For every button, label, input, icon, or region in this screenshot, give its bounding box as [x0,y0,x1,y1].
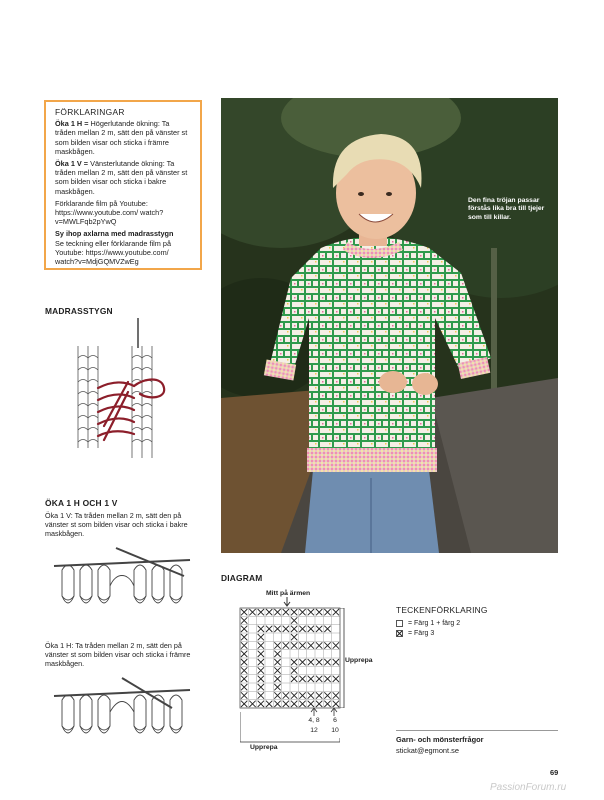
chart-cross-cell [274,676,280,682]
oka-v-definition [55,159,192,196]
chart-cross-cell [258,659,264,665]
oka-v-text: Vänsterlutande ökning: Ta tråden mellan 2 m, sätt den på vänster st som bilden visar och sticka i bakre maskbågen. [55,159,188,196]
chart-cross-cell [258,609,264,615]
film-link-text[interactable]: Förklarande film på Youtube: https://www.youtube.com/ watch?v=MWLFqb2pYwQ [55,198,164,227]
chart-cross-cell [299,642,305,648]
chart-cross-cell [258,651,264,657]
sew-text[interactable]: Se teckning eller förklarande film på Youtube: https://www.youtube.com/ watch?v=MdjGQMVZwEg [55,238,171,267]
diagram-bottom-label: Upprepa [250,744,278,751]
knitting-chart [238,606,342,710]
chart-cross-cell [258,692,264,698]
chart-cross-cell [291,609,297,615]
chart-cross-cell [283,692,289,698]
empty-square-icon [396,620,403,627]
chart-cross-cell [258,626,264,632]
chart-cross-cell [291,626,297,632]
chart-cross-cell [241,609,247,615]
chart-cross-cell [241,701,247,707]
chart-cross-cell [308,676,314,682]
oka-v-instruction: Öka 1 V: Ta tråden mellan 2 m, sätt den på vänster st som bilden visar och sticka i bakre maskbågen. [45,511,188,538]
explanation-box [44,100,202,270]
diagram-top-label: Mitt på ärmen [266,590,311,597]
chart-cross-cell [241,667,247,673]
oka-h-text: Högerlutande ökning: Ta tråden mellan 2 m, sätt den på vänster st som bilden visar och sticka i främre maskbågen. [55,119,188,156]
legend-item-cross [396,630,460,637]
chart-cross-cell [241,676,247,682]
chart-cross-cell [291,667,297,673]
legend-item-empty [396,620,460,627]
sweater-photo [221,98,558,553]
chart-cross-cell [308,692,314,698]
legend-label: = Färg 1 + färg 2 [408,620,461,627]
increase-v-illustration [52,546,192,612]
chart-cross-cell [266,701,272,707]
chart-cross-cell [241,659,247,665]
cross-square-icon [396,630,403,637]
chart-cross-cell [324,609,330,615]
chart-cross-cell [324,692,330,698]
chart-cross-cell [241,692,247,698]
chart-cross-cell [299,676,305,682]
chart-cross-cell [291,692,297,698]
chart-cross-cell [308,609,314,615]
chart-cross-cell [299,626,305,632]
chart-cross-cell [308,659,314,665]
chart-cross-cell [249,701,255,707]
chart-cross-cell [241,626,247,632]
chart-cross-cell [291,676,297,682]
chart-cross-cell [258,642,264,648]
chart-cross-cell [274,642,280,648]
chart-cross-cell [299,692,305,698]
chart-cross-cell [283,609,289,615]
contact-email[interactable]: stickat@egmont.se [396,746,459,755]
chart-cross-cell [299,701,305,707]
chart-cross-cell [283,701,289,707]
chart-cross-cell [274,626,280,632]
chart-cross-cell [258,676,264,682]
chart-cross-cell [316,701,322,707]
chart-cross-cell [291,642,297,648]
oka-h-instruction: Öka 1 H: Ta tråden mellan 2 m, sätt den på vänster st som bilden visar och sticka i främre maskbågen. [45,641,191,668]
chart-cross-cell [258,667,264,673]
sew-title: Sy ihop axlarna med madrasstygn [55,229,174,239]
marker-a-top: 4, 8 [308,717,320,724]
diagram-title: DIAGRAM [221,573,263,583]
chart-cross-cell [316,659,322,665]
chart-cross-cell [274,659,280,665]
chart-cross-cell [316,609,322,615]
chart-cross-cell [241,617,247,623]
chart-cross-cell [299,659,305,665]
chart-cross-cell [308,701,314,707]
chart-cross-cell [241,651,247,657]
chart-cross-cell [258,684,264,690]
marker-a-bottom: 12 [310,727,318,734]
madrasstygn-title: MADRASSTYGN [45,306,113,316]
chart-cross-cell [291,701,297,707]
chart-cross-cell [291,634,297,640]
chart-cross-cell [316,626,322,632]
legend-list [396,620,460,640]
chart-cross-cell [324,676,330,682]
legend-label: = Färg 3 [408,630,435,637]
diagram-right-label: Upprepa [345,657,373,664]
chart-cross-cell [308,626,314,632]
watermark: PassionForum.ru [490,782,567,793]
chart-cross-cell [274,651,280,657]
increase-h-illustration [52,676,192,742]
contact-title: Garn- och mönsterfrågor [396,735,484,744]
marker-b-top: 6 [333,717,337,724]
sew-definition [55,229,192,266]
chart-cross-cell [258,634,264,640]
chart-cross-cell [316,692,322,698]
chart-cross-cell [266,609,272,615]
chart-cross-cell [266,626,272,632]
chart-cross-cell [316,676,322,682]
oka-section-title: ÖKA 1 H OCH 1 V [45,498,118,508]
chart-cross-cell [316,642,322,648]
oka-v-term: Öka 1 V = [55,159,89,169]
legend-title: TECKENFÖRKLARING [396,605,488,615]
chart-cross-cell [324,701,330,707]
chart-cross-cell [308,642,314,648]
chart-cross-cell [241,684,247,690]
chart-cross-cell [274,692,280,698]
photo-caption: Den fina tröjan passar förstås lika bra till tjejer som till killar. [468,197,545,221]
chart-cross-cell [291,659,297,665]
chart-cross-cell [274,684,280,690]
chart-cross-cell [274,701,280,707]
explanation-title: FÖRKLARINGAR [55,107,125,117]
chart-cross-cell [274,609,280,615]
chart-cross-cell [241,634,247,640]
chart-cross-cell [324,659,330,665]
page-number: 69 [550,768,559,777]
marker-b-bottom: 10 [331,727,339,734]
oka-h-term: Öka 1 H = [55,119,89,129]
mattress-stitch-illustration [70,318,170,464]
chart-cross-cell [249,609,255,615]
chart-cross-cell [324,626,330,632]
chart-cross-cell [299,609,305,615]
chart-cross-cell [241,642,247,648]
chart-cross-cell [274,667,280,673]
oka-h-definition [55,119,192,156]
chart-cross-cell [283,642,289,648]
chart-cross-cell [324,642,330,648]
chart-cross-cell [291,617,297,623]
chart-cross-cell [283,626,289,632]
chart-cross-cell [258,701,264,707]
repeat-bracket-bottom [240,712,340,744]
contact-divider [396,730,558,731]
